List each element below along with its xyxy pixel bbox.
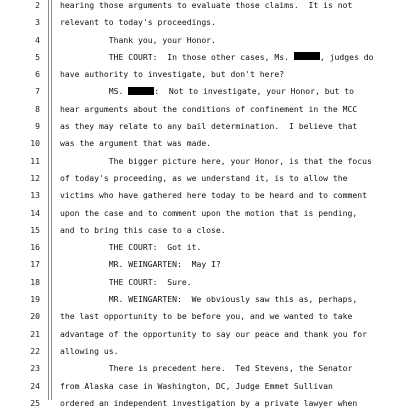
- line-text-after: , judges do: [319, 51, 374, 62]
- line-text: hear arguments about the conditions of confinement in the MCC: [60, 103, 358, 114]
- line-text: and to bring this case to a close.: [60, 224, 226, 235]
- line-text: upon the case and to comment upon the motion that is pending,: [60, 207, 358, 218]
- line-text: ordered an independent investigation by a private lawyer when: [60, 397, 358, 408]
- line-text-before: THE COURT: In those other cases, Ms.: [60, 51, 294, 62]
- line-text-after: : Not to investigate, your Honor, but to: [154, 86, 355, 97]
- redaction-box: [128, 87, 154, 95]
- line-number: 13: [30, 190, 40, 201]
- line-number: 23: [30, 363, 40, 374]
- transcript-line: [0, 32, 400, 49]
- line-number: 17: [30, 259, 40, 270]
- line-text: hearing those arguments to evaluate those claims. It is not: [60, 0, 353, 10]
- line-text: THE COURT: Got it.: [60, 242, 202, 253]
- line-number: 5: [35, 51, 40, 62]
- transcript-line: [0, 256, 400, 273]
- line-number: 2: [35, 0, 40, 10]
- line-text: allowing us.: [60, 345, 119, 356]
- line-number: 21: [30, 328, 40, 339]
- line-number: 18: [30, 276, 40, 287]
- line-text: was the argument that was made.: [60, 138, 212, 149]
- line-text: from Alaska case in Washington, DC, Judge Emmet Sullivan: [60, 380, 333, 391]
- line-number: 6: [35, 69, 40, 80]
- line-text: The bigger picture here, your Honor, is that the focus: [60, 155, 372, 166]
- line-number: 3: [35, 17, 40, 28]
- line-text: of today's proceeding, as we understand it, is to allow the: [60, 172, 348, 183]
- transcript-line: [0, 326, 400, 343]
- transcript-line: [0, 66, 400, 83]
- line-text: [60, 83, 354, 100]
- transcript-line: [0, 205, 400, 222]
- line-text: Thank you, your Honor.: [60, 34, 216, 45]
- line-number: 15: [30, 224, 40, 235]
- line-text-before: MS.: [60, 86, 129, 97]
- line-text: [60, 49, 374, 66]
- transcript-line: [0, 378, 400, 395]
- transcript-line: [0, 274, 400, 291]
- line-number: 19: [30, 294, 40, 305]
- line-number: 22: [30, 345, 40, 356]
- line-number: 12: [30, 172, 40, 183]
- transcript-line: [0, 360, 400, 377]
- line-text: There is precedent here. Ted Stevens, the Senator: [60, 363, 353, 374]
- transcript-line: [0, 101, 400, 118]
- transcript-line: [0, 222, 400, 239]
- line-number: 4: [35, 34, 40, 45]
- transcript-line: [0, 308, 400, 325]
- line-number: 24: [30, 380, 40, 391]
- line-text: have authority to investigate, but don't here?: [60, 69, 285, 80]
- line-number: 8: [35, 103, 40, 114]
- line-text: THE COURT: Sure.: [60, 276, 192, 287]
- line-number: 14: [30, 207, 40, 218]
- transcript-line: [0, 343, 400, 360]
- line-number: 11: [30, 155, 40, 166]
- line-number: 20: [30, 311, 40, 322]
- line-number: 7: [35, 86, 40, 97]
- transcript-line: [0, 291, 400, 308]
- line-number: 25: [30, 397, 40, 408]
- transcript-line: [0, 49, 400, 66]
- line-text: advantage of the opportunity to say our peace and thank you for: [60, 328, 367, 339]
- transcript-line: [0, 153, 400, 170]
- transcript-line: [0, 135, 400, 152]
- transcript-line: [0, 14, 400, 31]
- line-text: relevant to today's proceedings.: [60, 17, 216, 28]
- transcript-line: [0, 0, 400, 14]
- line-text: MR. WEINGARTEN: We obviously saw this as, perhaps,: [60, 294, 358, 305]
- transcript-line: [0, 118, 400, 135]
- transcript-line: [0, 395, 400, 412]
- line-number: 9: [35, 121, 40, 132]
- transcript-line: [0, 239, 400, 256]
- line-number: 16: [30, 242, 40, 253]
- transcript-line: [0, 170, 400, 187]
- line-text: the last opportunity to be before you, and we wanted to take: [60, 311, 353, 322]
- line-text: victims who have gathered here today to be heard and to comment: [60, 190, 367, 201]
- line-text: as they may relate to any bail determination. I believe that: [60, 121, 358, 132]
- line-text: MR. WEINGARTEN: May I?: [60, 259, 221, 270]
- transcript-line: [0, 83, 400, 100]
- transcript-line: [0, 187, 400, 204]
- line-number: 10: [30, 138, 40, 149]
- redaction-box: [294, 52, 320, 60]
